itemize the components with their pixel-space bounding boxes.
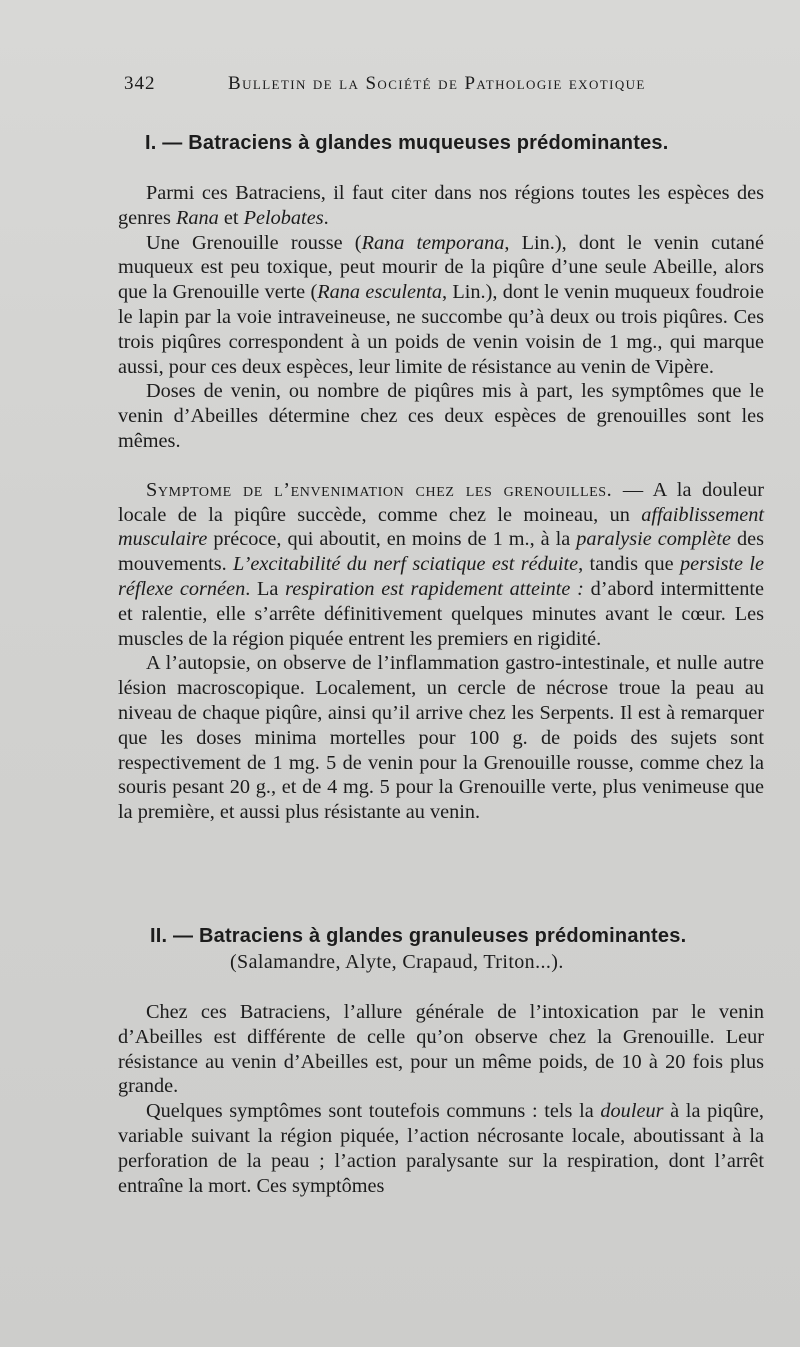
paragraph: Symptome de l’envenimation chez les grenouilles. — A la douleur locale de la piqûre succède, comme chez le moineau, un affaiblissement musculaire précoce, qui aboutit, en moins de 1 m., à la paralysie complète des mouvements. L’excitabilité du nerf sciatique est réduite, tandis que persiste le réflexe cornéen. La respiration est rapidement atteinte : d’abord intermittente et ralentie, elle s’arrête définitivement quelques minutes avant le cœur. Les muscles de la région piquée entrent les premiers en rigidité. — [118, 478, 765, 650]
section-1-body — [118, 181, 764, 825]
section-2-heading: II. — Batraciens à glandes granuleuses prédominantes. — [150, 925, 687, 947]
section-2-body — [118, 1000, 764, 1198]
section-2-subheading: (Salamandre, Alyte, Crapaud, Triton...). — [230, 951, 564, 973]
paragraph: Parmi ces Batraciens, il faut citer dans nos régions toutes les espèces des genres Rana et Pelobates. — [118, 182, 764, 229]
paragraph: Une Grenouille rousse (Rana temporana, Lin.), dont le venin cutané muqueux est peu toxique, peut mourir de la piqûre d’une seule Abeille, alors que la Grenouille verte (Rana esculenta, Lin.), dont le venin muqueux foudroie le lapin par la voie intraveineuse, ne succombe qu’à deux ou trois piqûres. Ces trois piqûres correspondent à un poids de venin voisin de 1 mg., qui marque aussi, pour ces deux espèces, leur limite de résistance au venin de Vipère. — [118, 231, 765, 378]
page-number: 342 — [124, 73, 156, 94]
paragraph: Doses de venin, ou nombre de piqûres mis à part, les symptômes que le venin d’Abeilles détermine chez ces deux espèces de grenouilles sont les mêmes. — [118, 380, 764, 452]
paragraph: A l’autopsie, on observe de l’inflammation gastro-intestinale, et nulle autre lésion macroscopique. Localement, un cercle de nécrose troue la peau au niveau de chaque piqûre, ainsi qu’il arrive chez les Serpents. Il est à remarquer que les doses minima mortelles pour 100 g. de poids des sujets sont respectivement de 1 mg. 5 de venin pour la Grenouille rousse, comme chez la souris pesant 20 g., et de 4 mg. 5 pour la Grenouille verte, plus venimeuse que la première, et aussi plus résistante au venin. — [118, 652, 764, 824]
running-header — [118, 70, 760, 100]
paragraph: Quelques symptômes sont toutefois communs : tels la douleur à la piqûre, variable suivant la région piquée, l’action nécrosante locale, aboutissant à la perforation de la peau ; l’action paralysante sur la respiration, dont l’arrêt entraîne la mort. Ces symptômes — [118, 1100, 764, 1197]
section-1-heading: I. — Batraciens à glandes muqueuses prédominantes. — [145, 132, 669, 154]
paragraph: Chez ces Batraciens, l’allure générale de l’intoxication par le venin d’Abeilles est différente de celle qu’on observe chez la Grenouille. Leur résistance au venin d’Abeilles est, pour un même poids, de 10 à 20 fois plus grande. — [118, 1001, 764, 1098]
running-title: Bulletin de la Société de Pathologie exotique — [228, 73, 646, 94]
